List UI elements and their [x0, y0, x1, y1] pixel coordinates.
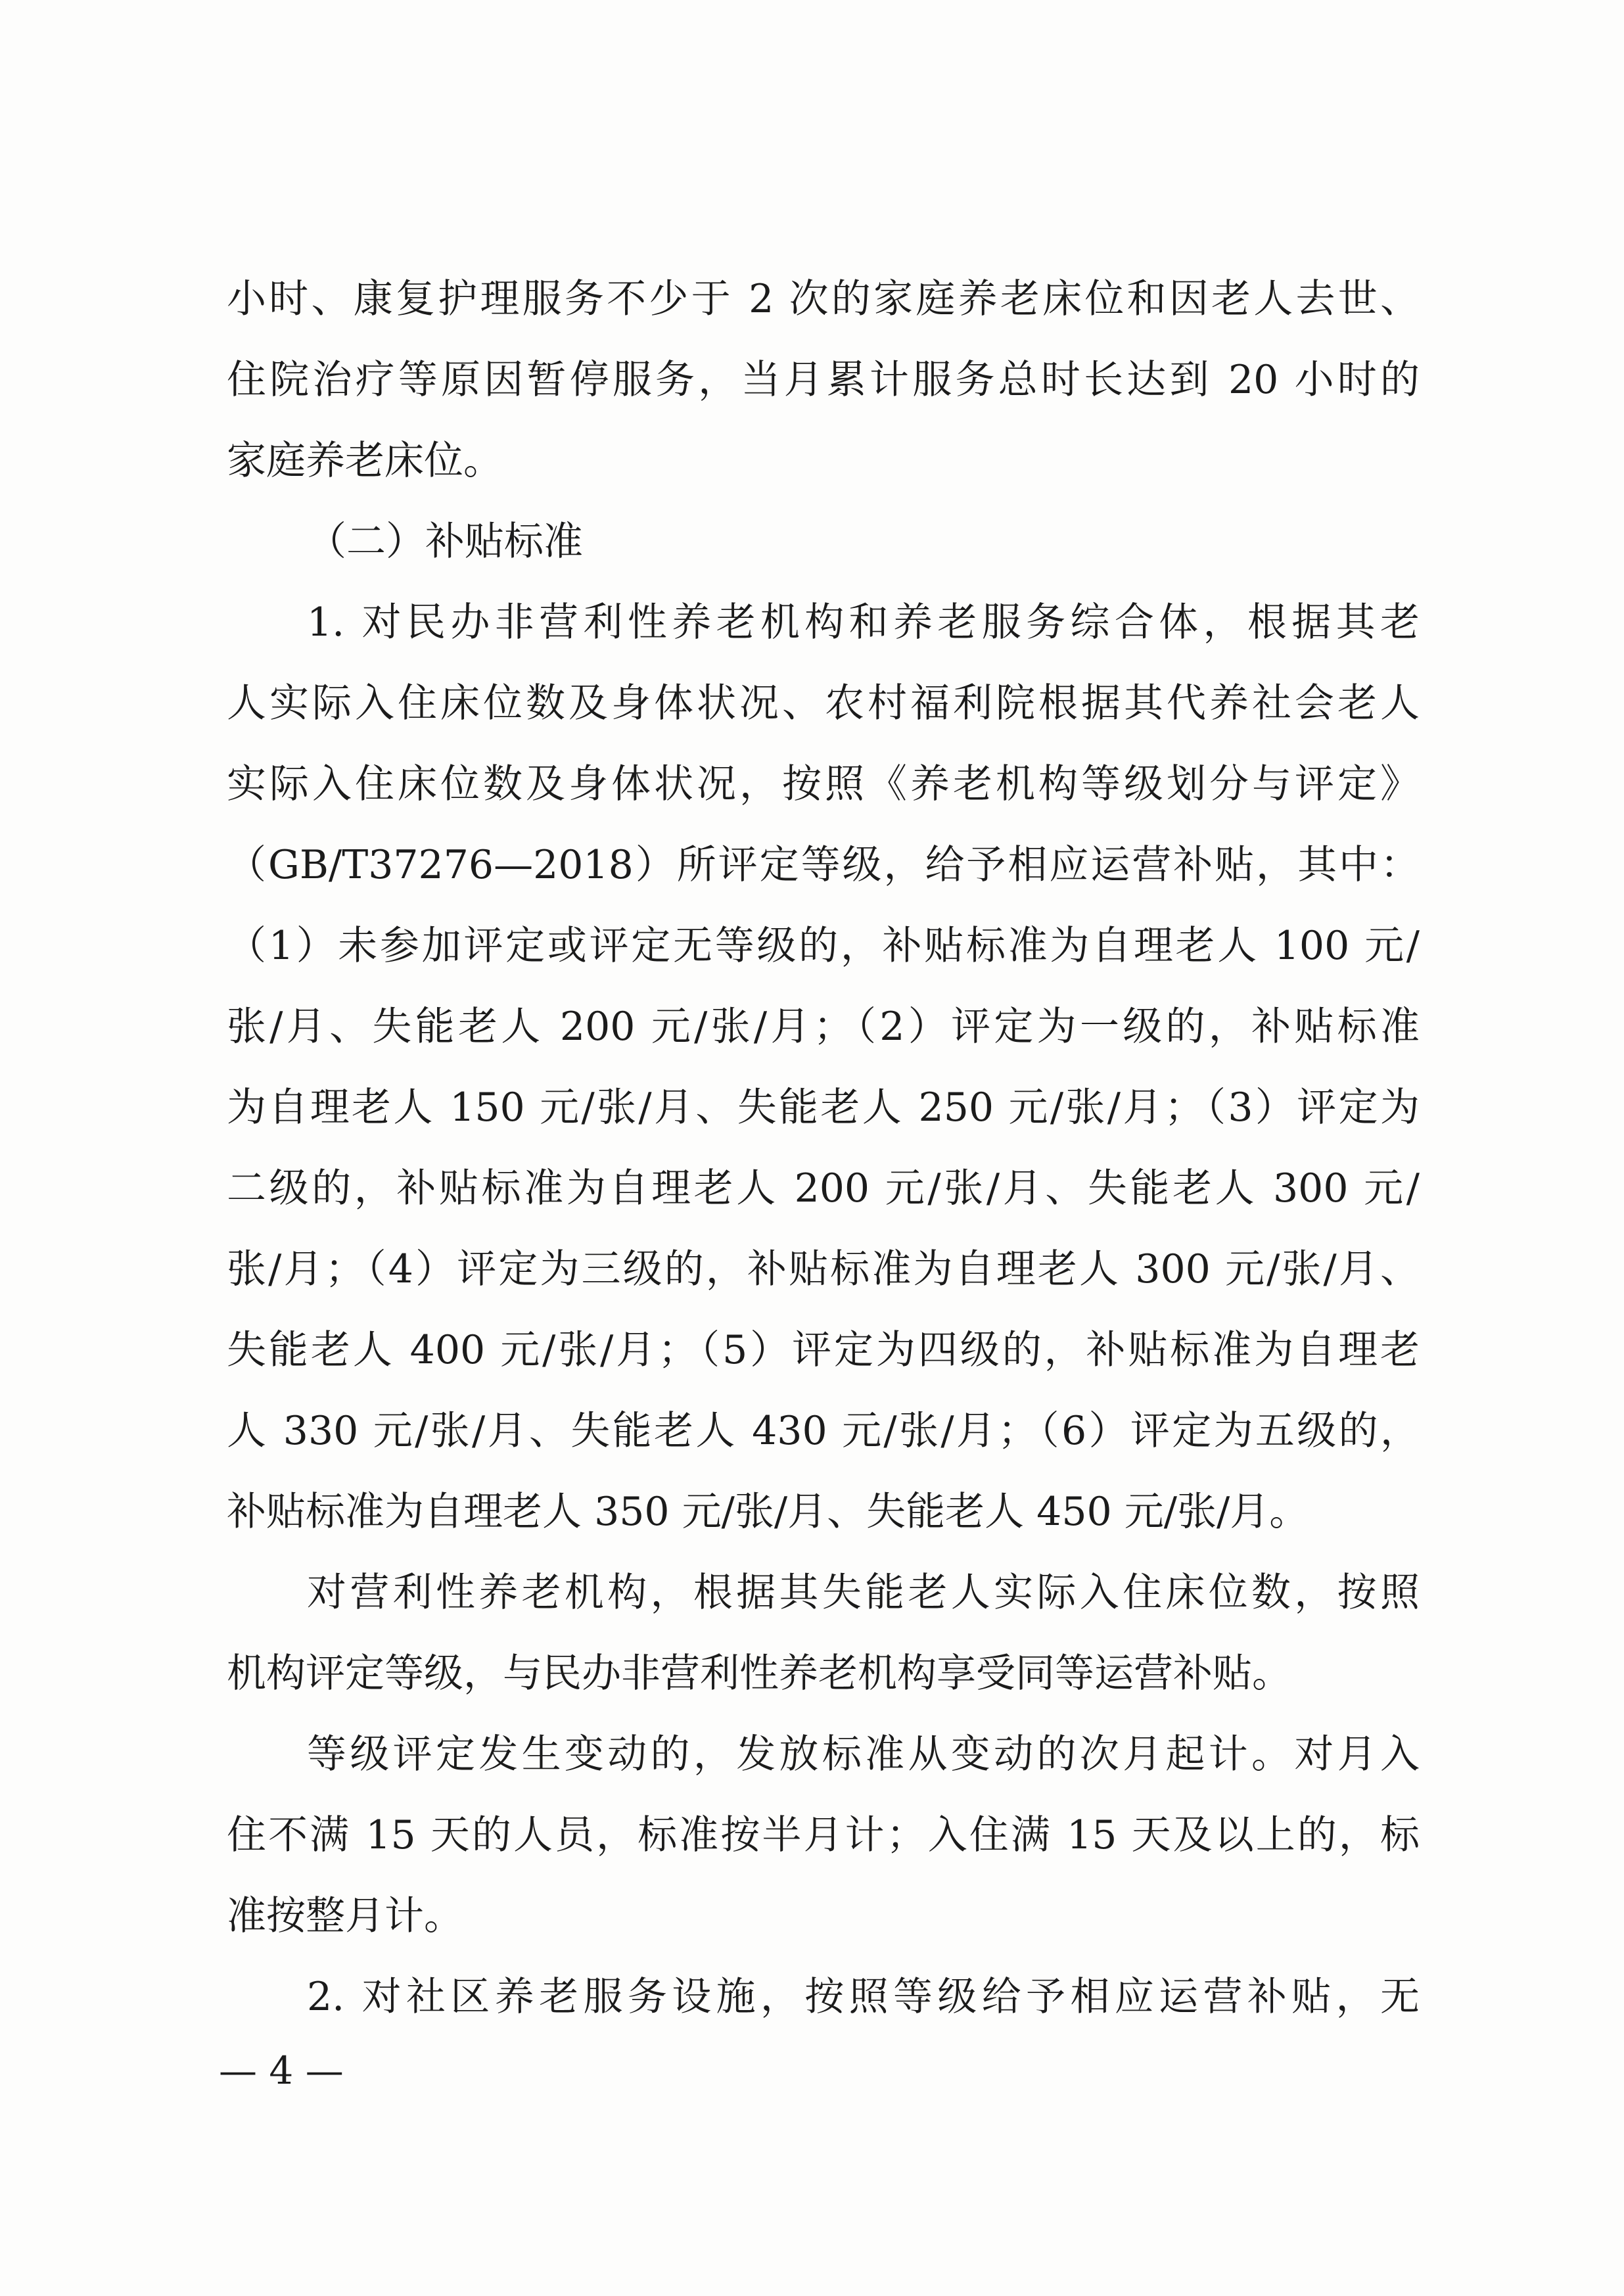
text-line: 1. 对民办非营利性养老机构和养老服务综合体，根据其老 — [307, 599, 1420, 645]
text-line: 张/月、失能老人 200 元/张/月；（2）评定为一级的，补贴标准 — [227, 1004, 1420, 1050]
text-line: 等级评定发生变动的，发放标准从变动的次月起计。对月入 — [307, 1731, 1420, 1777]
paragraph — [227, 1553, 1420, 1714]
text-line: 二级的，补贴标准为自理老人 200 元/张/月、失能老人 300 元/ — [227, 1165, 1420, 1211]
text-line: 实际入住床位数及身体状况，按照《养老机构等级划分与评定》 — [227, 761, 1420, 807]
page-number: — 4 — — [219, 2048, 344, 2093]
text-line: （GB/T37276—2018）所评定等级，给予相应运营补贴，其中： — [227, 842, 1420, 888]
section-heading-text: （二）补贴标准 — [307, 519, 583, 565]
text-line: （1）未参加评定或评定无等级的，补贴标准为自理老人 100 元/ — [227, 923, 1420, 969]
text-line: 住院治疗等原因暂停服务，当月累计服务总时长达到 20 小时的 — [227, 357, 1420, 403]
text-line: 补贴标准为自理老人 350 元/张/月、失能老人 450 元/张/月。 — [227, 1489, 1309, 1535]
paragraph — [227, 1714, 1420, 1957]
section-heading — [227, 502, 1420, 582]
text-line: 小时、康复护理服务不少于 2 次的家庭养老床位和因老人去世、 — [227, 276, 1420, 322]
text-line: 人 330 元/张/月、失能老人 430 元/张/月；（6）评定为五级的， — [227, 1408, 1420, 1454]
document-body — [227, 259, 1420, 2038]
paragraph — [227, 1957, 1420, 2038]
text-line: 准按整月计。 — [227, 1893, 463, 1939]
text-line: 机构评定等级，与民办非营利性养老机构享受同等运营补贴。 — [227, 1651, 1291, 1697]
text-line: 为自理老人 150 元/张/月、失能老人 250 元/张/月；（3）评定为 — [227, 1085, 1420, 1131]
text-line: 对营利性养老机构，根据其失能老人实际入住床位数，按照 — [307, 1570, 1420, 1616]
paragraph — [227, 582, 1420, 1553]
paragraph — [227, 259, 1420, 502]
text-line: 2. 对社区养老服务设施，按照等级给予相应运营补贴，无 — [307, 1974, 1420, 2020]
text-line: 张/月；（4）评定为三级的，补贴标准为自理老人 300 元/张/月、 — [227, 1246, 1420, 1292]
text-line: 人实际入住床位数及身体状况、农村福利院根据其代养社会老人 — [227, 680, 1420, 726]
text-line: 住不满 15 天的人员，标准按半月计；入住满 15 天及以上的，标 — [227, 1812, 1420, 1858]
text-line: 失能老人 400 元/张/月；（5）评定为四级的，补贴标准为自理老 — [227, 1327, 1420, 1373]
text-line: 家庭养老床位。 — [227, 438, 503, 484]
